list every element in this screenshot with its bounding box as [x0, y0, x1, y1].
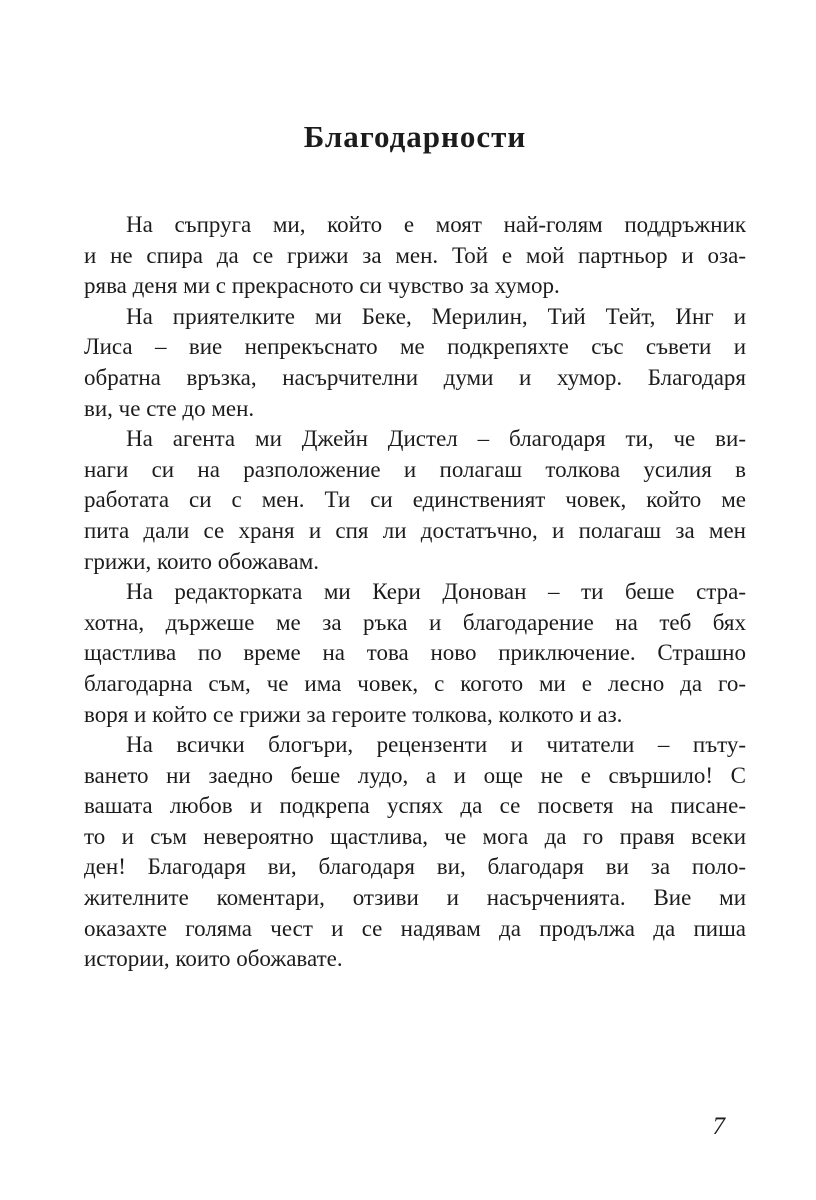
text-line: Лиса – вие непрекъснато ме подкрепяхте със съвети и [84, 334, 746, 360]
text-line: ви, че сте до мен. [84, 395, 255, 421]
text-line: благодарна съм, че има човек, с когото ми е лесно да го- [84, 670, 746, 696]
text-line: рява деня ми с прекрасното си чувство за хумор. [84, 273, 560, 299]
body-text [84, 210, 746, 975]
text-line: пита дали се храня и спя ли достатъчно, и полагаш за мен [84, 517, 746, 543]
paragraph [84, 730, 746, 975]
text-line: ването ни заедно беше лудо, а и още не е свършило! С [84, 762, 746, 788]
text-line: На всички блогъри, рецензенти и читатели – пъту- [126, 732, 746, 758]
text-line: работата си с мен. Ти си единственият човек, който ме [84, 487, 746, 513]
page-number: 7 [712, 1113, 725, 1140]
text-line: грижи, които обожавам. [84, 548, 320, 574]
text-line: жителните коментари, отзиви и насърченията. Вие ми [84, 885, 746, 911]
paragraph [84, 577, 746, 730]
text-line: вашата любов и подкрепа успях да се посветя на писане- [84, 793, 746, 819]
text-line: На приятелките ми Беке, Мерилин, Тий Тейт, Инг и [126, 303, 746, 329]
chapter-title: Благодарности [303, 119, 527, 154]
paragraph [84, 302, 746, 424]
text-line: и не спира да се грижи за мен. Той е мой партньор и оза- [84, 242, 746, 268]
text-line: щастлива по време на това ново приключение. Страшно [84, 640, 746, 666]
text-line: обратна връзка, насърчителни думи и хумор. Благодаря [84, 364, 746, 390]
text-line: то и съм невероятно щастлива, че мога да го правя всеки [84, 823, 746, 849]
text-line: На редакторката ми Кери Донован – ти беше стра- [126, 579, 746, 605]
paragraph [84, 424, 746, 577]
text-line: На агента ми Джейн Дистел – благодаря ти, че ви- [126, 426, 746, 452]
text-line: хотна, държеше ме за ръка и благодарение на теб бях [84, 609, 746, 635]
text-line: воря и който се грижи за героите толкова, колкото и аз. [84, 701, 623, 727]
paragraph [84, 210, 746, 302]
text-line: оказахте голяма чест и се надявам да продължа да пиша [84, 915, 746, 941]
text-line: наги си на разположение и полагаш толкова усилия в [84, 456, 746, 482]
text-line: ден! Благодаря ви, благодаря ви, благодаря ви за поло- [84, 854, 746, 880]
text-line: На съпруга ми, който е моят най-голям поддръжник [126, 212, 746, 237]
text-line: истории, които обожавате. [84, 946, 343, 972]
